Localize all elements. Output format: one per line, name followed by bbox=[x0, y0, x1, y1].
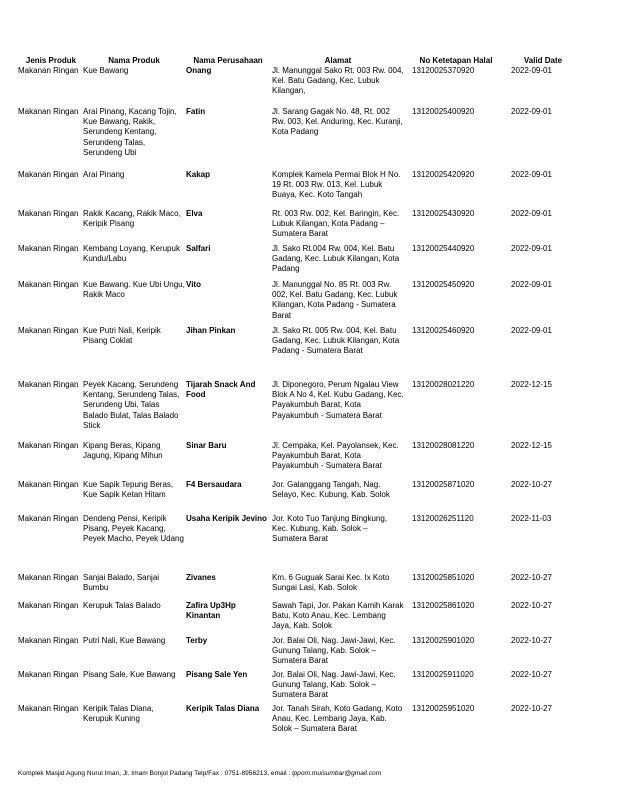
cell-alamat: Km. 6 Guguak Sarai Kec. Ix Koto Sungai Lasi, Kab. Solok bbox=[272, 573, 390, 593]
cell-no-ketetapan-halal: 13120025370920 bbox=[412, 66, 475, 75]
cell-valid-date: 2022-09-01 bbox=[511, 326, 552, 335]
cell-valid-date: 2022-09-01 bbox=[511, 170, 552, 179]
cell-alamat: Jor. Galanggang Tangah, Nag. Selayo, Kec. Kubung, Kab. Solok bbox=[272, 480, 390, 500]
cell-alamat: Jl. Sako Rt. 005 Rw. 004, Kel. Batu Gadang, Kec. Lubuk Kilangan, Kota Padang - Sumatera Barat bbox=[272, 326, 400, 356]
cell-no-ketetapan-halal: 13120025460920 bbox=[412, 326, 475, 335]
cell-nama-perusahaan: Terby bbox=[186, 636, 208, 645]
cell-jenis-produk: Makanan Ringan bbox=[18, 244, 79, 253]
cell-nama-perusahaan: Usaha Keripik Jevino bbox=[186, 514, 267, 523]
header-nama-perusahaan: Nama Perusahaan bbox=[193, 56, 263, 65]
cell-nama-perusahaan: Vito bbox=[186, 280, 201, 289]
cell-jenis-produk: Makanan Ringan bbox=[18, 107, 79, 116]
cell-nama-produk: Kue Bawang bbox=[83, 66, 129, 75]
halal-certificate-table bbox=[18, 56, 608, 734]
cell-nama-produk: Pisang Sale, Kue Bawang bbox=[83, 670, 176, 679]
cell-valid-date: 2022-11-03 bbox=[511, 514, 552, 523]
cell-nama-perusahaan: Pisang Sale Yen bbox=[186, 670, 248, 679]
cell-jenis-produk: Makanan Ringan bbox=[18, 209, 79, 218]
cell-alamat: Jor. Koto Tuo Tanjung Bingkung, Kec. Kubung, Kab. Solok – Sumatera Barat bbox=[272, 514, 388, 544]
page-footer bbox=[18, 769, 381, 779]
cell-nama-perusahaan: Sinar Baru bbox=[186, 441, 227, 450]
cell-valid-date: 2022-09-01 bbox=[511, 244, 552, 253]
cell-alamat: Jor. Balai Oli, Nag. Jawi-Jawi, Kec. Gunung Talang, Kab. Solok – Sumatera Barat bbox=[272, 670, 396, 700]
cell-no-ketetapan-halal: 13120028021220 bbox=[412, 380, 475, 389]
cell-nama-produk: Dendeng Pensi, Keripik Pisang, Peyek Kacang, Peyek Macho, Peyek Udang bbox=[83, 514, 184, 544]
cell-alamat: Rt. 003 Rw. 002, Kel. Baringin, Kec. Lubuk Kilangan, Kota Padang – Sumatera Barat bbox=[272, 209, 400, 239]
cell-valid-date: 2022-10-27 bbox=[511, 704, 552, 713]
header-alamat: Alamat bbox=[324, 56, 352, 65]
header-valid-date: Valid Date bbox=[523, 56, 563, 65]
cell-jenis-produk: Makanan Ringan bbox=[18, 601, 79, 610]
cell-alamat: Jl. Manunggal Sako Rt. 003 Rw. 004, Kel. Batu Gadang, Kec. Lubuk Kilangan, bbox=[272, 66, 404, 96]
cell-valid-date: 2022-09-01 bbox=[511, 107, 552, 116]
cell-nama-produk: Kue Putri Nali, Keripik Pisang Coklat bbox=[83, 326, 161, 346]
cell-nama-perusahaan: Keripik Talas Diana bbox=[186, 704, 260, 713]
cell-valid-date: 2022-12-15 bbox=[511, 380, 552, 389]
header-no-ketetapan-halal: No Ketetapan Halal bbox=[419, 56, 493, 65]
cell-valid-date: 2022-12-15 bbox=[511, 441, 552, 450]
cell-nama-produk: Arai Pinang bbox=[83, 170, 125, 179]
cell-no-ketetapan-halal: 13120025450920 bbox=[412, 280, 475, 289]
cell-no-ketetapan-halal: 13120025911020 bbox=[412, 670, 474, 679]
cell-jenis-produk: Makanan Ringan bbox=[18, 380, 79, 389]
cell-jenis-produk: Makanan Ringan bbox=[18, 670, 79, 679]
cell-alamat: Jor. Tanah Sirah, Koto Gadang, Koto Anau, Kec. Lembang Jaya, Kab. Solok – Sumatera Barat bbox=[272, 704, 403, 734]
cell-nama-perusahaan: Zafira Up3Hp Kinantan bbox=[186, 601, 236, 621]
cell-valid-date: 2022-10-27 bbox=[511, 573, 552, 582]
cell-jenis-produk: Makanan Ringan bbox=[18, 66, 79, 75]
cell-no-ketetapan-halal: 13120025430920 bbox=[412, 209, 475, 218]
cell-valid-date: 2022-10-27 bbox=[511, 480, 552, 489]
cell-valid-date: 2022-10-27 bbox=[511, 636, 552, 645]
cell-alamat: Jl. Diponegoro, Perum Ngalau View Blok A No 4, Kel. Kubu Gadang, Kec. Payakumbuh Barat, Kota Payakumbuh - Sumatera Barat bbox=[272, 380, 404, 420]
cell-no-ketetapan-halal: 13120025440920 bbox=[412, 244, 475, 253]
cell-no-ketetapan-halal: 13120025871020 bbox=[412, 480, 475, 489]
cell-jenis-produk: Makanan Ringan bbox=[18, 441, 79, 450]
cell-no-ketetapan-halal: 13120028081220 bbox=[412, 441, 475, 450]
cell-nama-perusahaan: Elva bbox=[186, 209, 203, 218]
cell-nama-perusahaan: Fatin bbox=[186, 107, 206, 116]
cell-nama-perusahaan: Salfari bbox=[186, 244, 211, 253]
cell-valid-date: 2022-09-01 bbox=[511, 209, 552, 218]
cell-no-ketetapan-halal: 13120025400920 bbox=[412, 107, 475, 116]
cell-alamat: Komplek Kamela Permai Blok H No. 19 Rt. 003 Rw. 013, Kel. Lubuk Buaya, Kec. Koto Tangah bbox=[272, 170, 401, 200]
cell-valid-date: 2022-09-01 bbox=[511, 66, 552, 75]
cell-jenis-produk: Makanan Ringan bbox=[18, 573, 79, 582]
cell-nama-perusahaan: Jihan Pinkan bbox=[186, 326, 236, 335]
cell-valid-date: 2022-10-27 bbox=[511, 601, 552, 610]
cell-nama-produk: Kembang Loyang, Kerupuk Kundu/Labu bbox=[83, 244, 180, 264]
cell-no-ketetapan-halal: 13120025951020 bbox=[412, 704, 475, 713]
cell-jenis-produk: Makanan Ringan bbox=[18, 704, 79, 713]
cell-jenis-produk: Makanan Ringan bbox=[18, 636, 79, 645]
cell-valid-date: 2022-09-01 bbox=[511, 280, 552, 289]
cell-no-ketetapan-halal: 13120026251120 bbox=[412, 514, 474, 523]
table-header bbox=[18, 56, 608, 66]
cell-nama-produk: Kue Sapik Tepung Beras, Kue Sapik Ketan Hitam bbox=[83, 480, 174, 500]
cell-jenis-produk: Makanan Ringan bbox=[18, 280, 79, 289]
cell-alamat: Jor. Balai Oli, Nag. Jawi-Jawi, Kec. Gunung Talang, Kab. Solok – Sumatera Barat bbox=[272, 636, 396, 666]
cell-alamat: Jl. Manunggal No. 85 Rt. 003 Rw. 002, Kel. Batu Gadang, Kec. Lubuk Kilangan, Kota Padang - Sumatera Barat bbox=[272, 280, 398, 320]
cell-nama-perusahaan: Kakap bbox=[186, 170, 211, 179]
cell-nama-produk: Rakik Kacang, Rakik Maco, Keripik Pisang bbox=[83, 209, 181, 229]
footer-address: Komplek Masjid Agung Nurul Iman, Jl. Imam Bonjol Padang Telp/Fax : 0751-8956213, email : bbox=[18, 770, 293, 777]
cell-nama-perusahaan: Tijarah Snack And Food bbox=[186, 380, 256, 400]
cell-nama-produk: Arai Pinang, Kacang Tojin, Kue Bawang, Rakik, Serundeng Kentang, Serundeng Talas, Serundeng Ubi bbox=[83, 107, 177, 157]
cell-no-ketetapan-halal: 13120025901020 bbox=[412, 636, 475, 645]
header-nama-produk: Nama Produk bbox=[108, 56, 160, 65]
cell-jenis-produk: Makanan Ringan bbox=[18, 480, 79, 489]
footer-email: lppom.muisumbar@gmail.com bbox=[292, 770, 382, 777]
cell-nama-perusahaan: Onang bbox=[186, 66, 212, 75]
cell-alamat: Sawah Tapi, Jor. Pakan Kamih Karak Batu, Koto Anau, Kec. Lembang Jaya, Kab. Solok bbox=[272, 601, 404, 631]
cell-nama-produk: Putri Nali, Kue Bawang bbox=[83, 636, 166, 645]
cell-nama-perusahaan: Zivanes bbox=[186, 573, 216, 582]
cell-nama-produk: Keripik Talas Diana, Kerupuk Kuning bbox=[83, 704, 154, 724]
cell-jenis-produk: Makanan Ringan bbox=[18, 326, 79, 335]
cell-alamat: Jl. Sarang Gagak No. 48, Rt. 002 Rw. 003, Kel. Anduring, Kec. Kuranji, Kota Padang bbox=[272, 107, 403, 137]
cell-alamat: Jl. Cempaka, Kel. Payolansek, Kec. Payakumbuh Barat, Kota Payakumbuh - Sumatera Barat bbox=[272, 441, 399, 471]
cell-valid-date: 2022-10-27 bbox=[511, 670, 552, 679]
cell-no-ketetapan-halal: 13120025851020 bbox=[412, 573, 475, 582]
cell-nama-produk: Kipang Beras, Kipang Jagung, Kipang Mihun bbox=[83, 441, 163, 461]
cell-nama-produk: Kerupuk Talas Balado bbox=[83, 601, 161, 610]
cell-jenis-produk: Makanan Ringan bbox=[18, 514, 79, 523]
cell-no-ketetapan-halal: 13120025861020 bbox=[412, 601, 475, 610]
cell-jenis-produk: Makanan Ringan bbox=[18, 170, 79, 179]
cell-nama-produk: Peyek Kacang, Serundeng Kentang, Serundeng Talas, Serundeng Ubi, Talas Balado Bulat, Talas Balado Stick bbox=[83, 380, 180, 430]
header-jenis-produk: Jenis Produk bbox=[25, 56, 77, 65]
cell-nama-produk: Kue Bawang. Kue Ubi Ungu, Rakik Maco bbox=[83, 280, 185, 300]
cell-no-ketetapan-halal: 13120025420920 bbox=[412, 170, 475, 179]
cell-nama-produk: Sanjai Balado, Sanjai Bumbu bbox=[83, 573, 160, 593]
cell-alamat: Jl. Sako Rt.004 Rw. 004, Kel. Batu Gadang, Kec. Lubuk Kilangan, Kota Padang bbox=[272, 244, 400, 274]
cell-nama-perusahaan: F4 Bersaudara bbox=[186, 480, 242, 489]
